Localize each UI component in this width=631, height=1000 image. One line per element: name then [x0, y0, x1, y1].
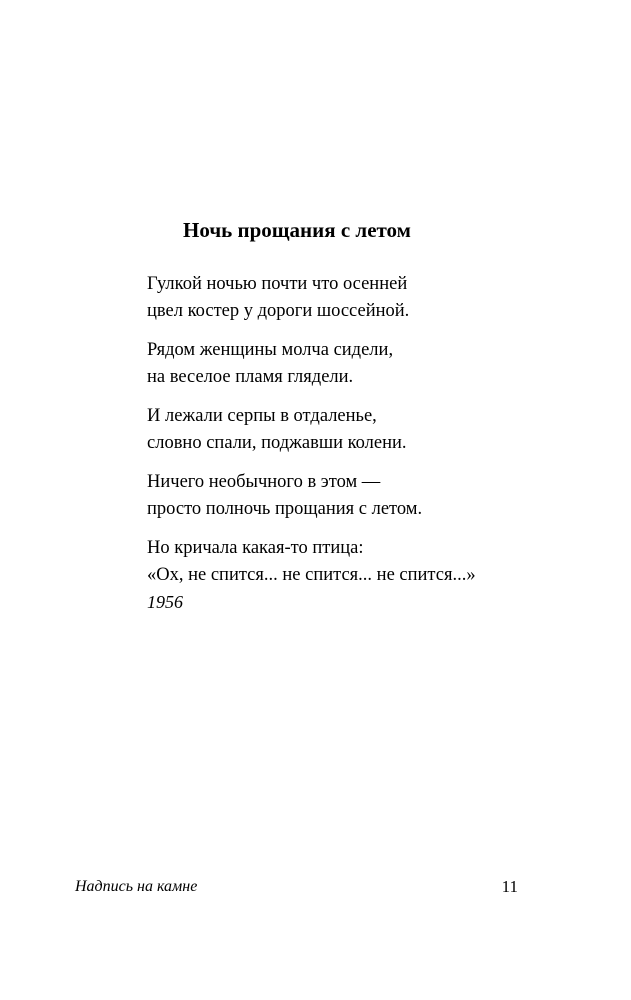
poem-line: Ничего необычного в этом —: [147, 472, 381, 492]
poem-line: просто полночь прощания с летом.: [147, 499, 423, 519]
stanza: [147, 337, 617, 391]
poem-line: Рядом женщины молча сидели,: [147, 340, 394, 360]
stanza: [147, 403, 617, 457]
poem-line: на веселое пламя глядели.: [147, 367, 354, 387]
stanza: [147, 535, 617, 589]
running-head: Надпись на камне: [75, 878, 198, 895]
poem-line: цвел костер у дороги шоссейной.: [147, 301, 410, 321]
poem-body: [147, 271, 617, 614]
poem-date: 1956: [147, 592, 183, 612]
poem-line: Но кричала какая-то птица:: [147, 538, 364, 558]
page-number: 11: [501, 877, 518, 896]
stanza: [147, 271, 617, 325]
poem-line: словно спали, поджавши колени.: [147, 433, 407, 453]
poem-line: Гулкой ночью почти что осенней: [147, 274, 408, 294]
stanza: [147, 469, 617, 523]
poem-line: «Ох, не спится... не спится... не спится...»: [147, 565, 476, 585]
poem-title: Ночь прощания с летом: [183, 218, 411, 242]
poem-line: И лежали серпы в отдаленье,: [147, 406, 377, 426]
